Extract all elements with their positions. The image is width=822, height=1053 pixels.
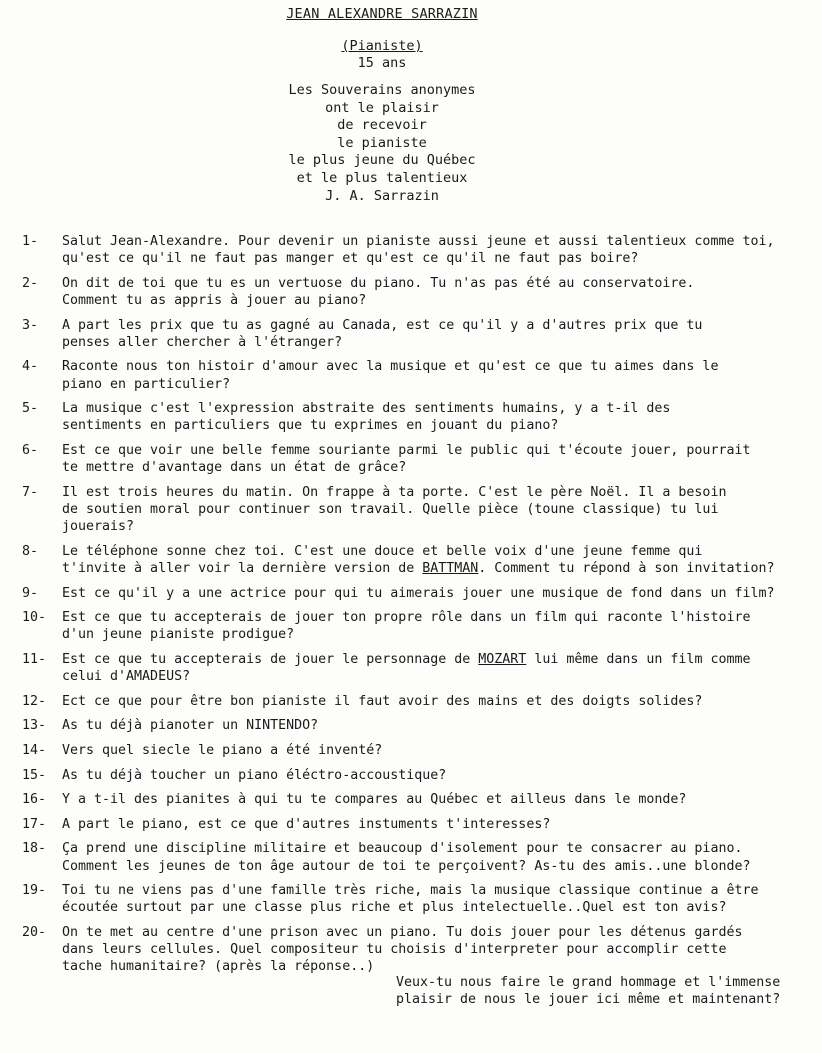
question-item	[22, 358, 818, 392]
question-item	[22, 317, 818, 351]
question-list	[22, 233, 818, 983]
intro-line: le pianiste	[337, 134, 427, 151]
question-item	[22, 233, 818, 267]
intro-line: de recevoir	[337, 117, 427, 134]
question-item	[22, 585, 818, 602]
question-text-line: Comment tu as appris à jouer au piano?	[62, 293, 367, 308]
question-number: 9-	[22, 585, 39, 601]
document-header	[0, 6, 764, 72]
question-text-line: Le téléphone sonne chez toi. C'est une douce et belle voix d'une jeune femme qui	[62, 543, 703, 559]
closing-request	[396, 974, 780, 1008]
intro-line: ont le plaisir	[325, 99, 439, 116]
question-text-line: Est ce qu'il y a une actrice pour qui tu aimerais jouer une musique de fond dans un film?	[62, 585, 775, 601]
question-item	[22, 816, 818, 833]
guest-age: 15 ans	[357, 55, 407, 71]
question-item	[22, 484, 818, 536]
question-number: 15-	[22, 767, 47, 783]
question-text-line: Ect ce que pour être bon pianiste il faut avoir des mains et des doigts solides?	[62, 693, 703, 709]
question-text-line: penses aller chercher à l'étranger?	[62, 334, 343, 350]
question-item	[22, 717, 818, 734]
question-number: 6-	[22, 442, 39, 458]
question-number: 7-	[22, 484, 39, 500]
question-text-line: Salut Jean-Alexandre. Pour devenir un pianiste aussi jeune et aussi talentieux comme toi,	[62, 234, 775, 249]
question-text-line: Y a t-il des pianites à qui tu te compares au Québec et ailleus dans le monde?	[62, 792, 687, 808]
question-text-line: Est ce que tu accepterais de jouer le personnage de MOZART lui même dans un film comme	[62, 651, 751, 667]
question-text-line: celui d'AMADEUS?	[62, 669, 191, 685]
question-text-line: te mettre d'avantage dans un état de grâce?	[62, 460, 407, 476]
question-item	[22, 791, 818, 808]
question-number: 12-	[22, 693, 47, 709]
question-item	[22, 400, 818, 434]
question-text-line: A part les prix que tu as gagné au Canada, est ce qu'il y a d'autres prix que tu	[62, 317, 703, 333]
question-item	[22, 543, 818, 577]
question-text-line: Toi tu ne viens pas d'une famille très riche, mais la musique classique continue a être	[62, 883, 759, 899]
intro-line: Les Souverains anonymes	[288, 82, 476, 98]
question-number: 17-	[22, 816, 47, 832]
question-item	[22, 882, 818, 916]
question-text-line: Vers quel siecle le piano a été inventé?	[62, 742, 383, 758]
intro-paragraph	[0, 82, 764, 205]
question-text-line: A part le piano, est ce que d'autres instuments t'interesses?	[62, 816, 551, 832]
question-number: 2-	[22, 275, 39, 291]
question-item	[22, 767, 818, 784]
question-text-line: Comment les jeunes de ton âge autour de toi te perçoivent? As-tu des amis..une blonde?	[62, 858, 751, 874]
question-text-line: jouerais?	[62, 519, 135, 535]
question-text-line: Est ce que tu accepterais de jouer ton propre rôle dans un film qui raconte l'histoire	[62, 610, 751, 626]
question-item	[22, 693, 818, 710]
question-number: 13-	[22, 718, 47, 734]
question-text-line: Raconte nous ton histoir d'amour avec la musique et qu'est ce que tu aimes dans le	[62, 359, 719, 375]
question-text-line: écoutée surtout par une classe plus riche et plus intelectuelle..Quel est ton avis?	[62, 900, 727, 916]
question-number: 10-	[22, 610, 47, 626]
question-text-line: Est ce que voir une belle femme souriante parmi le public qui t'écoute jouer, pourrait	[62, 442, 751, 458]
question-text-line: sentiments en particuliers que tu exprimes en jouant du piano?	[62, 418, 559, 434]
question-text-line: Il est trois heures du matin. On frappe à ta porte. C'est le père Noël. Il a besoin	[62, 484, 727, 500]
question-text-line: de soutien moral pour continuer son travail. Quelle pièce (toune classique) tu lui	[62, 501, 719, 517]
question-number: 19-	[22, 883, 47, 899]
question-number: 3-	[22, 317, 39, 333]
question-text-line: tache humanitaire? (après la réponse..)	[62, 959, 375, 975]
question-item	[22, 742, 818, 759]
question-text-line: dans leurs cellules. Quel compositeur tu choisis d'interpreter pour accomplir cette	[62, 942, 727, 958]
guest-name-title: JEAN ALEXANDRE SARRAZIN	[286, 6, 478, 22]
question-text-line: t'invite à aller voir la dernière version de BATTMAN. Comment tu répond à son invitation?	[62, 560, 775, 576]
question-text-line: As tu déjà pianoter un NINTENDO?	[62, 718, 319, 734]
question-number: 8-	[22, 543, 39, 559]
question-text-line: d'un jeune pianiste prodigue?	[62, 627, 295, 643]
question-number: 5-	[22, 401, 39, 417]
question-item	[22, 609, 818, 643]
question-number: 1-	[22, 234, 39, 249]
question-text-line: As tu déjà toucher un piano éléctro-accoustique?	[62, 767, 447, 783]
question-number: 14-	[22, 742, 47, 758]
question-number: 18-	[22, 841, 47, 857]
question-item	[22, 275, 818, 309]
question-text-line: piano en particulier?	[62, 376, 231, 392]
closing-line: Veux-tu nous faire le grand hommage et l'immense	[396, 975, 781, 990]
underlined-word: MOZART	[478, 651, 527, 667]
question-item	[22, 442, 818, 476]
question-text-line: La musique c'est l'expression abstraite des sentiments humains, y a t-il des	[62, 401, 671, 417]
closing-line: plaisir de nous le jouer ici même et maintenant?	[396, 992, 781, 1008]
question-text-line: On te met au centre d'une prison avec un piano. Tu dois jouer pour les détenus gardés	[62, 924, 743, 940]
question-text-line: On dit de toi que tu es un vertuose du piano. Tu n'as pas été au conservatoire.	[62, 275, 695, 291]
question-number: 4-	[22, 359, 39, 375]
intro-line: et le plus talentieux	[296, 169, 468, 186]
question-number: 16-	[22, 792, 47, 808]
question-item	[22, 924, 818, 976]
intro-line: le plus jeune du Québec	[288, 152, 476, 169]
question-number: 11-	[22, 651, 47, 667]
question-item	[22, 840, 818, 874]
question-item	[22, 651, 818, 685]
underlined-word: BATTMAN	[422, 560, 479, 576]
question-text-line: qu'est ce qu'il ne faut pas manger et qu'est ce qu'il ne faut pas boire?	[62, 251, 639, 267]
intro-line: J. A. Sarrazin	[325, 187, 439, 204]
question-text-line: Ça prend une discipline militaire et beaucoup d'isolement pour te consacrer au piano.	[62, 841, 743, 857]
question-number: 20-	[22, 924, 47, 940]
guest-role: (Pianiste)	[341, 38, 423, 54]
